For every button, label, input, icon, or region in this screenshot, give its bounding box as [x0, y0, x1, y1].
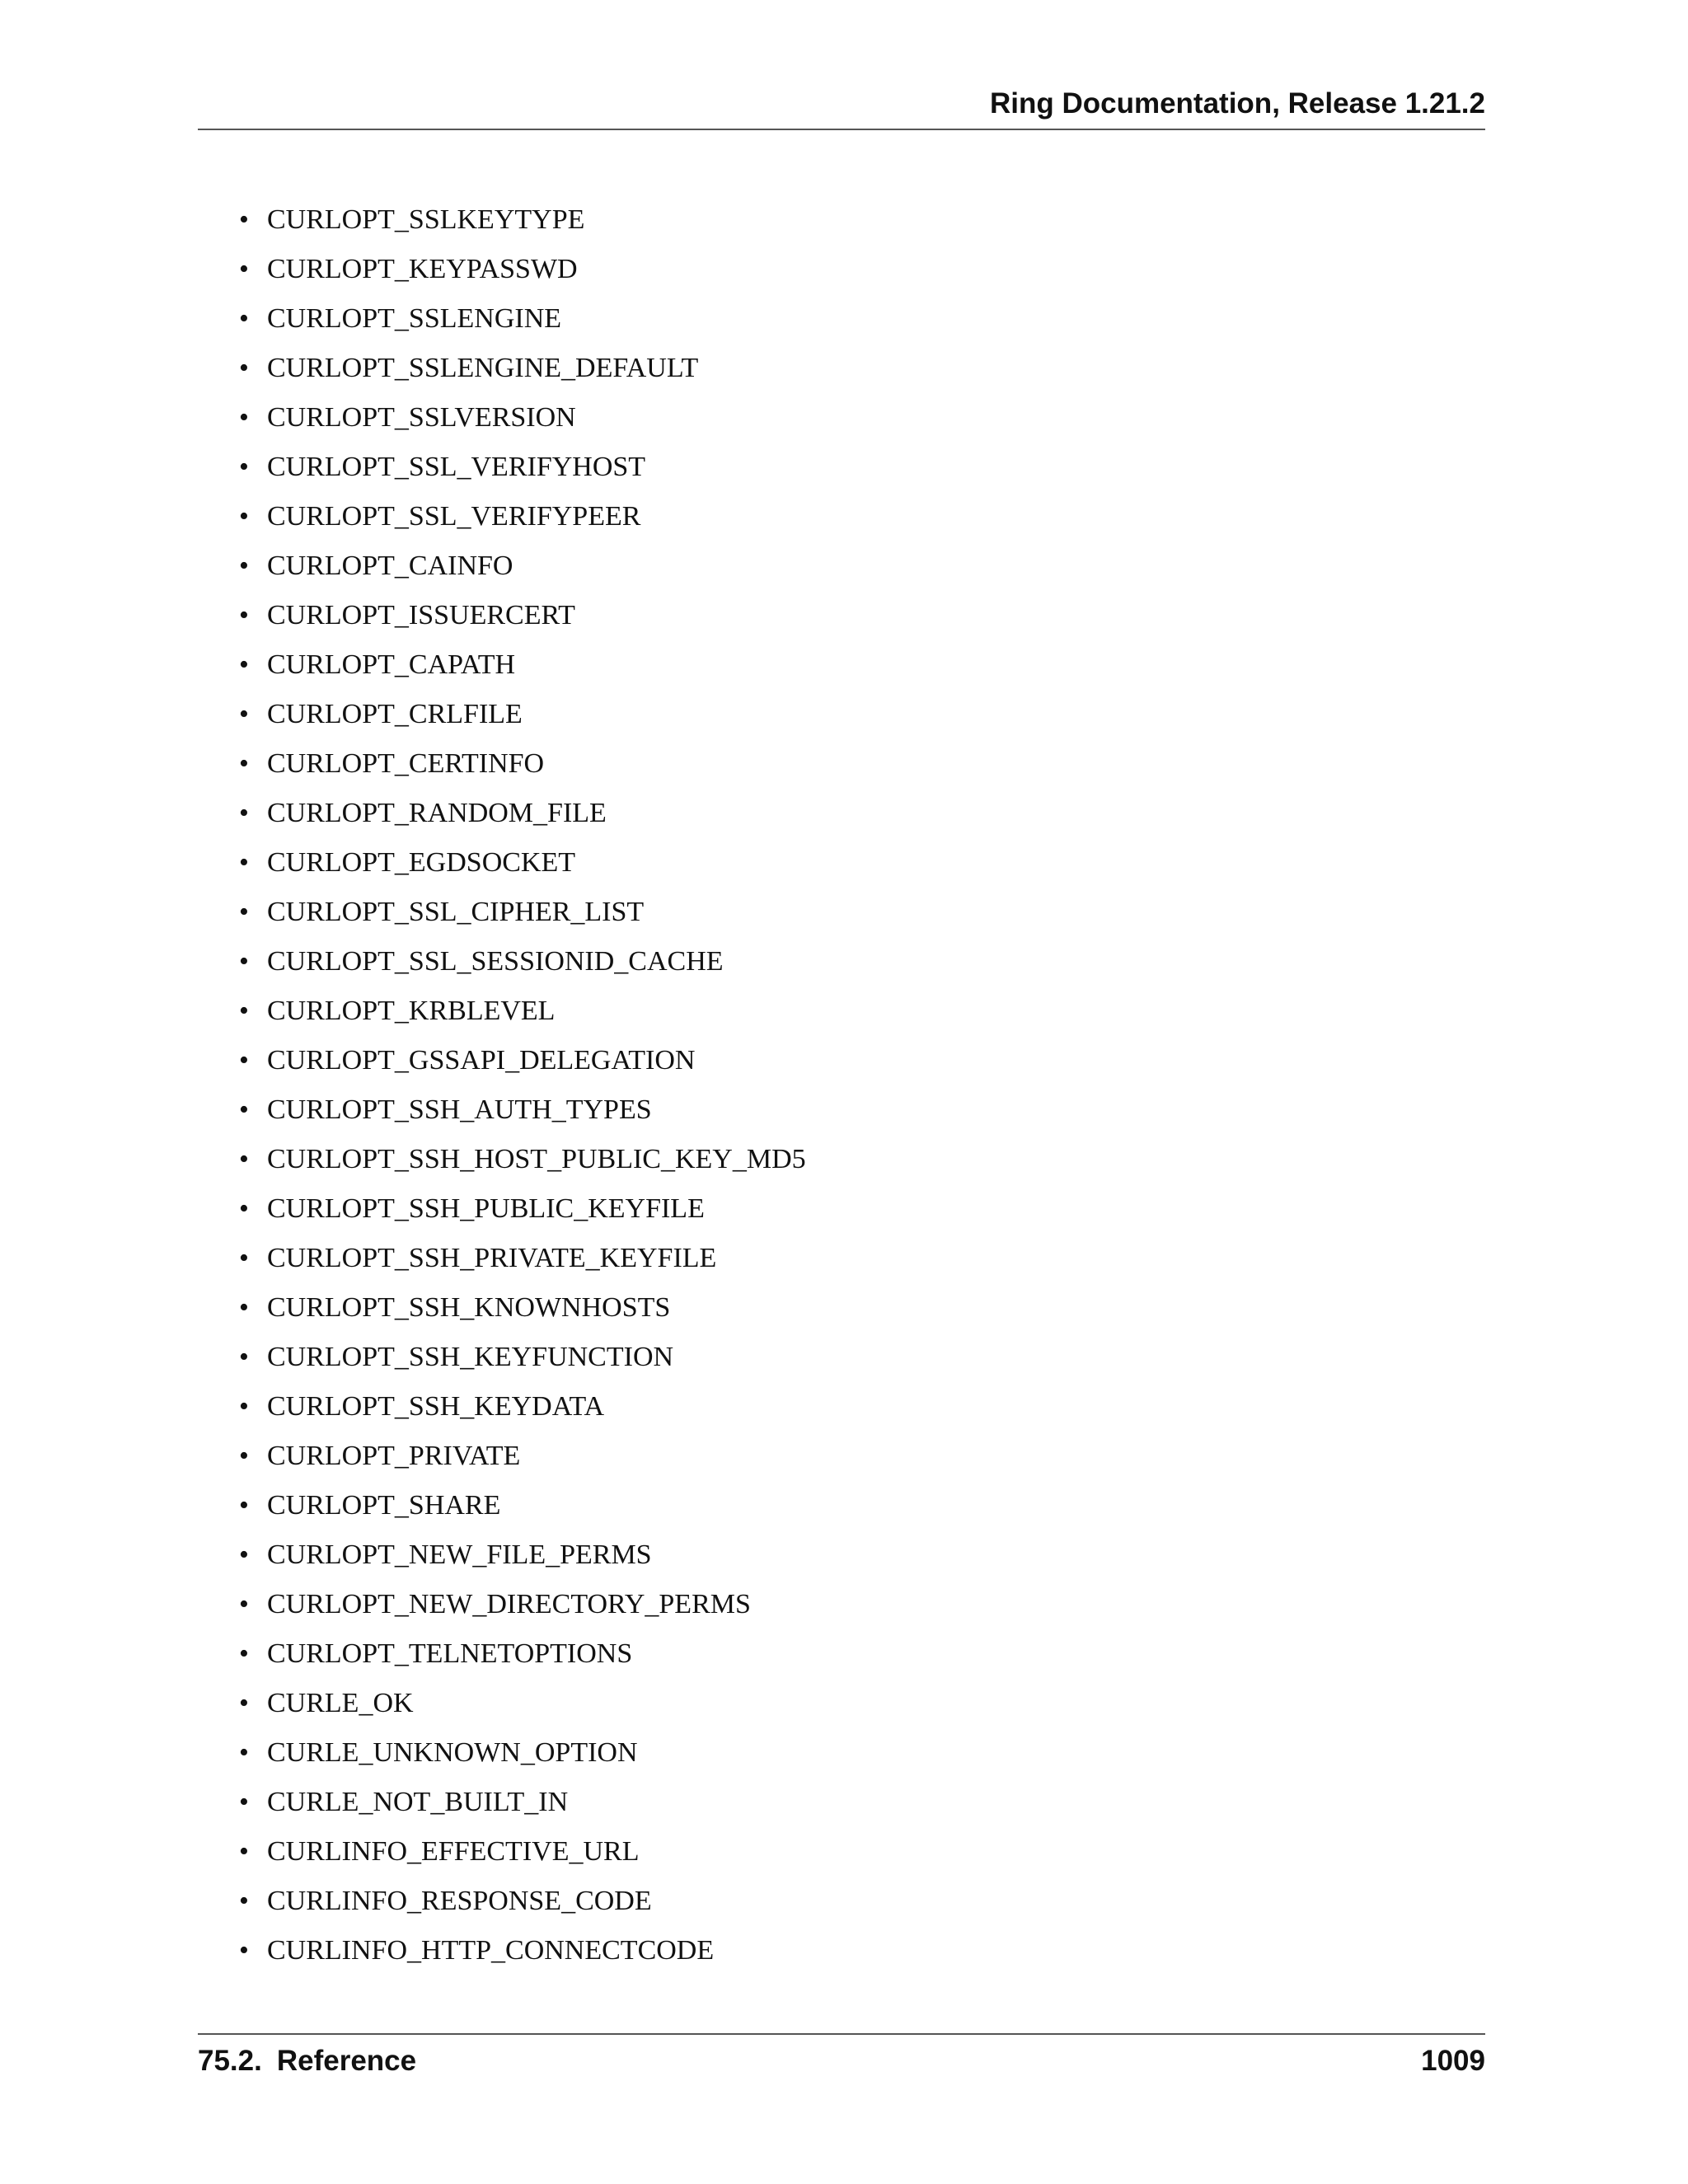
- bullet-icon: •: [239, 303, 249, 334]
- bullet-icon: •: [239, 1441, 249, 1471]
- list-item-text: CURLOPT_SHARE: [267, 1490, 501, 1521]
- list-item: [239, 591, 806, 640]
- list-item-text: CURLINFO_RESPONSE_CODE: [267, 1886, 652, 1916]
- list-item-text: CURLOPT_CRLFILE: [267, 699, 523, 729]
- bullet-icon: •: [239, 254, 249, 284]
- list-item-text: CURLOPT_CAPATH: [267, 649, 516, 680]
- bullet-icon: •: [239, 600, 249, 630]
- list-item-text: CURLOPT_CAINFO: [267, 551, 513, 581]
- list-item-text: CURLOPT_SSH_KEYFUNCTION: [267, 1342, 674, 1372]
- list-item-text: CURLOPT_NEW_FILE_PERMS: [267, 1540, 652, 1570]
- list-item: [239, 1679, 806, 1728]
- bullet-icon: •: [239, 1292, 249, 1323]
- list-item: [239, 937, 806, 987]
- list-item: [239, 294, 806, 344]
- list-item: [239, 1728, 806, 1778]
- bullet-icon: •: [239, 402, 249, 433]
- list-item-text: CURLE_OK: [267, 1688, 414, 1718]
- list-item-text: CURLOPT_SSL_CIPHER_LIST: [267, 897, 645, 927]
- list-item: [239, 195, 806, 245]
- list-item: [239, 888, 806, 937]
- list-item-text: CURLOPT_SSH_HOST_PUBLIC_KEY_MD5: [267, 1144, 806, 1174]
- document-title: Ring Documentation, Release 1.21.2: [989, 87, 1485, 120]
- bullet-icon: •: [239, 452, 249, 482]
- bullet-icon: •: [239, 946, 249, 977]
- list-item: [239, 1629, 806, 1679]
- bullet-icon: •: [239, 1342, 249, 1372]
- bullet-icon: •: [239, 551, 249, 581]
- list-item-text: CURLE_NOT_BUILT_IN: [267, 1787, 569, 1817]
- list-item-text: CURLOPT_SSH_PUBLIC_KEYFILE: [267, 1193, 705, 1224]
- list-item-text: CURLOPT_SSH_KEYDATA: [267, 1391, 605, 1422]
- bullet-icon: •: [239, 1045, 249, 1076]
- list-item-text: CURLOPT_KEYPASSWD: [267, 254, 578, 284]
- list-item-text: CURLOPT_SSH_AUTH_TYPES: [267, 1094, 652, 1125]
- bullet-icon: •: [239, 897, 249, 927]
- bullet-icon: •: [239, 1391, 249, 1422]
- list-item-text: CURLE_UNKNOWN_OPTION: [267, 1737, 638, 1768]
- list-item-text: CURLOPT_CERTINFO: [267, 748, 545, 779]
- bullet-icon: •: [239, 353, 249, 383]
- page-footer: [198, 2033, 1485, 2083]
- list-item-text: CURLOPT_SSLENGINE: [267, 303, 562, 334]
- list-item: [239, 1234, 806, 1283]
- bullet-icon: •: [239, 699, 249, 729]
- list-item: [239, 443, 806, 492]
- list-item: [239, 1432, 806, 1481]
- list-item: [239, 1135, 806, 1184]
- section-number: 75.2.: [198, 2045, 262, 2077]
- list-item-text: CURLOPT_GSSAPI_DELEGATION: [267, 1045, 696, 1076]
- list-item: [239, 1481, 806, 1530]
- list-item-text: CURLOPT_SSH_KNOWNHOSTS: [267, 1292, 671, 1323]
- list-item: [239, 1778, 806, 1827]
- bullet-icon: •: [239, 1193, 249, 1224]
- list-item-text: CURLOPT_KRBLEVEL: [267, 996, 556, 1026]
- bullet-icon: •: [239, 1638, 249, 1669]
- section-title: Reference: [276, 2045, 417, 2077]
- list-item: [239, 1877, 806, 1926]
- bullet-icon: •: [239, 204, 249, 235]
- list-item: [239, 393, 806, 443]
- page-header: [198, 87, 1485, 130]
- list-item: [239, 1580, 806, 1629]
- list-item: [239, 541, 806, 591]
- list-item-text: CURLOPT_ISSUERCERT: [267, 600, 575, 630]
- bullet-icon: •: [239, 501, 249, 532]
- list-item-text: CURLOPT_PRIVATE: [267, 1441, 521, 1471]
- bullet-icon: •: [239, 1144, 249, 1174]
- bullet-icon: •: [239, 1589, 249, 1619]
- bullet-icon: •: [239, 798, 249, 828]
- list-item-text: CURLOPT_SSH_PRIVATE_KEYFILE: [267, 1243, 717, 1273]
- list-item: [239, 1085, 806, 1135]
- list-item: [239, 789, 806, 838]
- list-item: [239, 1827, 806, 1877]
- list-item-text: CURLOPT_RANDOM_FILE: [267, 798, 607, 828]
- list-item-text: CURLOPT_SSLENGINE_DEFAULT: [267, 353, 699, 383]
- bullet-icon: •: [239, 1243, 249, 1273]
- bullet-icon: •: [239, 1886, 249, 1916]
- list-item-text: CURLOPT_SSL_SESSIONID_CACHE: [267, 946, 724, 977]
- list-item: [239, 640, 806, 690]
- list-item-text: CURLINFO_EFFECTIVE_URL: [267, 1836, 640, 1867]
- page-number: 1009: [1421, 2045, 1485, 2077]
- bullet-icon: •: [239, 1935, 249, 1966]
- constant-list: [239, 195, 806, 1975]
- list-item: [239, 1036, 806, 1085]
- list-item: [239, 838, 806, 888]
- list-item: [239, 1283, 806, 1333]
- list-item-text: CURLOPT_NEW_DIRECTORY_PERMS: [267, 1589, 751, 1619]
- bullet-icon: •: [239, 996, 249, 1026]
- bullet-icon: •: [239, 1490, 249, 1521]
- footer-section: [198, 2040, 416, 2083]
- bullet-icon: •: [239, 1737, 249, 1768]
- list-item: [239, 739, 806, 789]
- list-item-text: CURLINFO_HTTP_CONNECTCODE: [267, 1935, 715, 1966]
- list-item: [239, 492, 806, 541]
- list-item: [239, 987, 806, 1036]
- list-item: [239, 1926, 806, 1975]
- bullet-icon: •: [239, 1094, 249, 1125]
- list-item: [239, 344, 806, 393]
- list-item-text: CURLOPT_SSL_VERIFYHOST: [267, 452, 646, 482]
- bullet-icon: •: [239, 1688, 249, 1718]
- list-item-text: CURLOPT_SSLKEYTYPE: [267, 204, 585, 235]
- list-item-text: CURLOPT_EGDSOCKET: [267, 847, 576, 878]
- bullet-icon: •: [239, 649, 249, 680]
- bullet-icon: •: [239, 1836, 249, 1867]
- list-item-text: CURLOPT_SSLVERSION: [267, 402, 576, 433]
- bullet-icon: •: [239, 1787, 249, 1817]
- list-item: [239, 245, 806, 294]
- list-item: [239, 1333, 806, 1382]
- list-item-text: CURLOPT_TELNETOPTIONS: [267, 1638, 633, 1669]
- list-item: [239, 1530, 806, 1580]
- bullet-icon: •: [239, 847, 249, 878]
- list-item: [239, 690, 806, 739]
- list-item: [239, 1184, 806, 1234]
- bullet-icon: •: [239, 1540, 249, 1570]
- list-item: [239, 1382, 806, 1432]
- list-item-text: CURLOPT_SSL_VERIFYPEER: [267, 501, 641, 532]
- bullet-icon: •: [239, 748, 249, 779]
